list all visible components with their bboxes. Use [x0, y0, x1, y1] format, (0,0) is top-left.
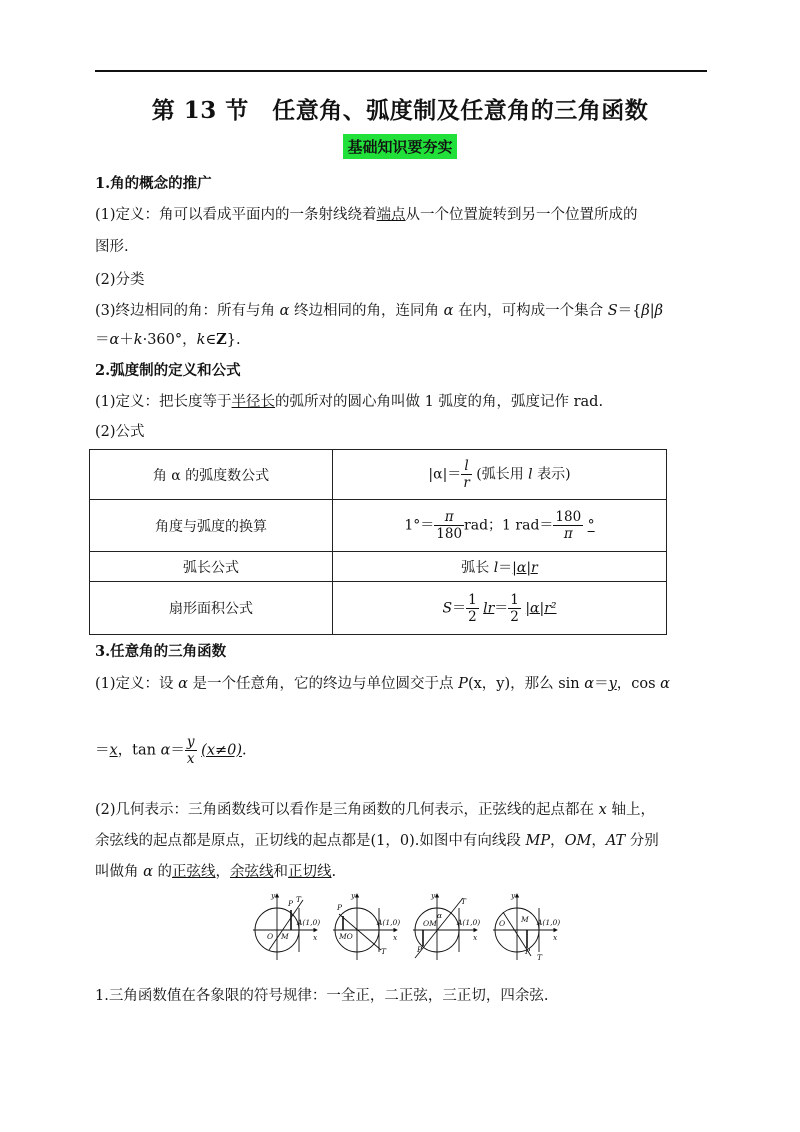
text: .: [242, 742, 247, 759]
alpha: α: [443, 303, 454, 319]
text: 叫做角: [95, 864, 144, 880]
text: (2)几何表示：三角函数线可以看作是三角函数的几何表示，正弦线的起点都在: [95, 802, 599, 818]
text: ＝: [594, 676, 609, 692]
label-alpha: α: [437, 911, 443, 920]
label-P: P: [417, 945, 423, 954]
answer-sine-line: 正弦线: [172, 864, 216, 880]
x: x: [598, 802, 607, 818]
alpha: α: [584, 676, 595, 692]
conversion-cell: [333, 500, 667, 552]
answer-sin: y: [608, 676, 617, 692]
denominator: 2: [468, 608, 477, 625]
table-row: [90, 552, 667, 582]
denominator: r: [463, 475, 470, 491]
top-rule: [95, 70, 707, 72]
trig-line-diagrams: [245, 888, 560, 968]
row-label: 扇形面积公式: [90, 582, 333, 635]
text: ，: [550, 833, 565, 849]
label-A: A(1,0): [457, 918, 481, 927]
diagram-quadrant-1: [253, 894, 317, 960]
s1-classification: (2)分类: [95, 272, 145, 288]
s1-terminal-line2: [95, 328, 241, 349]
denominator: π: [553, 525, 583, 542]
sign-rule-note: 1.三角函数值在各象限的符号规律：一全正，二正弦，三正切，四余弦.: [95, 988, 549, 1004]
numerator: 1: [468, 591, 477, 608]
s1-definition-line2: 图形.: [95, 239, 129, 255]
numerator: π: [444, 509, 454, 525]
label-MO: MO: [339, 932, 353, 941]
label-x: x: [553, 933, 558, 942]
text: ，tan: [117, 742, 161, 759]
text: ，cos: [616, 676, 661, 692]
fraction-pi-over-180: [434, 509, 464, 542]
denominator: 2: [510, 608, 519, 625]
point-P: P: [458, 676, 468, 692]
text: ＝: [494, 600, 509, 616]
text: ，: [591, 833, 606, 849]
l: l: [493, 559, 499, 576]
text: 在内，可构成一个集合: [453, 303, 608, 319]
s3-geometric-line3: [95, 860, 336, 881]
label-x: x: [313, 933, 318, 942]
table-row: [90, 582, 667, 635]
answer-endpoint: 端点: [376, 207, 406, 223]
alpha: α: [160, 742, 171, 759]
answer-arc-length: |α|r: [512, 559, 538, 576]
text: |α|＝: [428, 466, 462, 483]
text: (1)定义：角可以看成平面内的一条射线绕着: [95, 207, 377, 223]
text: 弧长: [461, 559, 494, 576]
label-T: T: [537, 953, 543, 962]
numerator: 1: [510, 591, 519, 608]
sector-area-cell: [333, 582, 667, 635]
fraction-half: [508, 592, 521, 625]
section-2-heading: 2.弧度制的定义和公式: [95, 362, 241, 379]
s2-definition: [95, 390, 603, 411]
OM: OM: [564, 833, 592, 849]
label-y: y: [431, 891, 436, 900]
S: S: [442, 600, 453, 616]
answer-sector-area: |α|r²: [525, 600, 557, 616]
fraction-half: [466, 592, 479, 625]
answer-lr: lr: [483, 600, 495, 616]
text: ＝: [452, 600, 467, 616]
text: }.: [226, 332, 241, 348]
alpha: α: [279, 303, 290, 319]
section-1-heading: 1.角的概念的推广: [95, 175, 212, 192]
text: ∈: [205, 332, 217, 348]
answer-tangent-line: 正切线: [288, 864, 332, 880]
AT: AT: [605, 833, 626, 849]
text: 从一个位置旋转到另一个位置所成的: [405, 207, 638, 223]
table-row: [90, 450, 667, 500]
text: 分别: [625, 833, 659, 849]
s1-terminal-line1: [95, 299, 663, 320]
text: 表示): [532, 466, 571, 483]
page-title: 第 13 节 任意角、弧度制及任意角的三角函数: [151, 97, 649, 124]
label-y: y: [271, 891, 276, 900]
s3-geometric-line1: [95, 798, 655, 819]
text: ＝{: [617, 303, 642, 319]
formula-table: [89, 449, 667, 635]
text: (x，y)，那么 sin: [467, 676, 585, 692]
label-A: A(1,0): [377, 918, 401, 927]
text: (3)终边相同的角：所有与角: [95, 303, 280, 319]
alpha: α: [109, 332, 120, 348]
label-T: T: [461, 897, 467, 906]
beta: β: [641, 303, 650, 319]
l: l: [528, 466, 533, 483]
label-y: y: [511, 891, 516, 900]
text: ＝: [95, 332, 110, 348]
text: 是一个任意角，它的终边与单位圆交于点: [187, 676, 459, 692]
label-x: x: [393, 933, 398, 942]
set-S: S: [607, 303, 618, 319]
MP: MP: [525, 833, 551, 849]
k: k: [196, 332, 206, 348]
s3-geometric-line2: [95, 829, 659, 850]
alpha: α: [178, 676, 188, 692]
text: 终边相同的角，连同角: [289, 303, 444, 319]
banner-wrap: [0, 134, 800, 159]
text: .: [331, 864, 337, 880]
label-T: T: [296, 895, 302, 904]
numerator: 180: [555, 509, 582, 525]
row-label: 角 α 的弧度数公式: [90, 450, 333, 500]
answer-tan-condition: (x≠0): [201, 742, 243, 759]
numerator: y: [186, 734, 195, 750]
answer-degree: °: [587, 517, 595, 534]
answer-radius-length: 半径长: [231, 394, 276, 410]
radian-formula-cell: [333, 450, 667, 500]
s1-definition-line1: [95, 203, 638, 224]
label-O: O: [267, 932, 274, 941]
label-MO: OM: [423, 919, 437, 928]
text: (弧长用: [471, 466, 529, 483]
answer-cos: x: [109, 742, 118, 759]
arc-length-cell: [333, 552, 667, 582]
text: (1)定义：设: [95, 676, 179, 692]
label-M: M: [521, 915, 529, 924]
label-A: A(1,0): [297, 918, 321, 927]
label-y: y: [351, 891, 356, 900]
text: ，: [215, 864, 231, 880]
denominator: x: [185, 750, 197, 767]
s2-formula-label: (2)公式: [95, 424, 145, 440]
text: (1)定义：把长度等于: [95, 394, 232, 410]
label-P: P: [525, 947, 531, 956]
alpha: α: [143, 864, 153, 880]
label-x: x: [473, 933, 478, 942]
answer-cosine-line: 余弦线: [230, 864, 274, 880]
row-label: 弧长公式: [90, 552, 333, 582]
label-A: A(1,0): [537, 918, 560, 927]
diagram-quadrant-2: [333, 894, 397, 960]
s3-definition-line2: [95, 734, 247, 767]
k: k: [133, 332, 143, 348]
fraction-l-over-r: [461, 458, 471, 491]
section-3-heading: 3.任意角的三角函数: [95, 643, 227, 660]
text: 和: [273, 864, 289, 880]
row-label: 角度与弧度的换算: [90, 500, 333, 552]
text: ＝: [498, 559, 513, 576]
label-M: M: [281, 932, 289, 941]
section-banner: 基础知识要夯实: [343, 134, 456, 159]
alpha: α: [660, 676, 670, 692]
numerator: l: [464, 458, 469, 474]
text: rad；1 rad＝: [464, 517, 554, 534]
denominator: 180: [436, 526, 463, 542]
label-O: O: [499, 919, 506, 928]
text: |: [649, 303, 655, 319]
text: 1°＝: [404, 517, 435, 534]
table-row: [90, 500, 667, 552]
text: ＝: [95, 742, 110, 759]
beta: β: [654, 303, 664, 319]
integers-Z: Z: [216, 331, 227, 348]
label-P: P: [288, 899, 294, 908]
text: ·360°，: [142, 332, 197, 348]
text: 余弦线的起点都是原点，正切线的起点都是(1，0).如图中有向线段: [95, 833, 526, 849]
label-P: P: [337, 903, 343, 912]
fraction-180-over-pi: [553, 509, 583, 542]
text: ＋: [119, 332, 134, 348]
text: 的: [152, 864, 173, 880]
label-T: T: [381, 947, 387, 956]
s3-definition-line1: [95, 672, 670, 693]
fraction-y-over-x: [185, 734, 197, 767]
text: 的弧所对的圆心角叫做 1 弧度的角，弧度记作 rad.: [275, 394, 604, 410]
text: 轴上，: [606, 802, 655, 818]
text: ＝: [170, 742, 185, 759]
